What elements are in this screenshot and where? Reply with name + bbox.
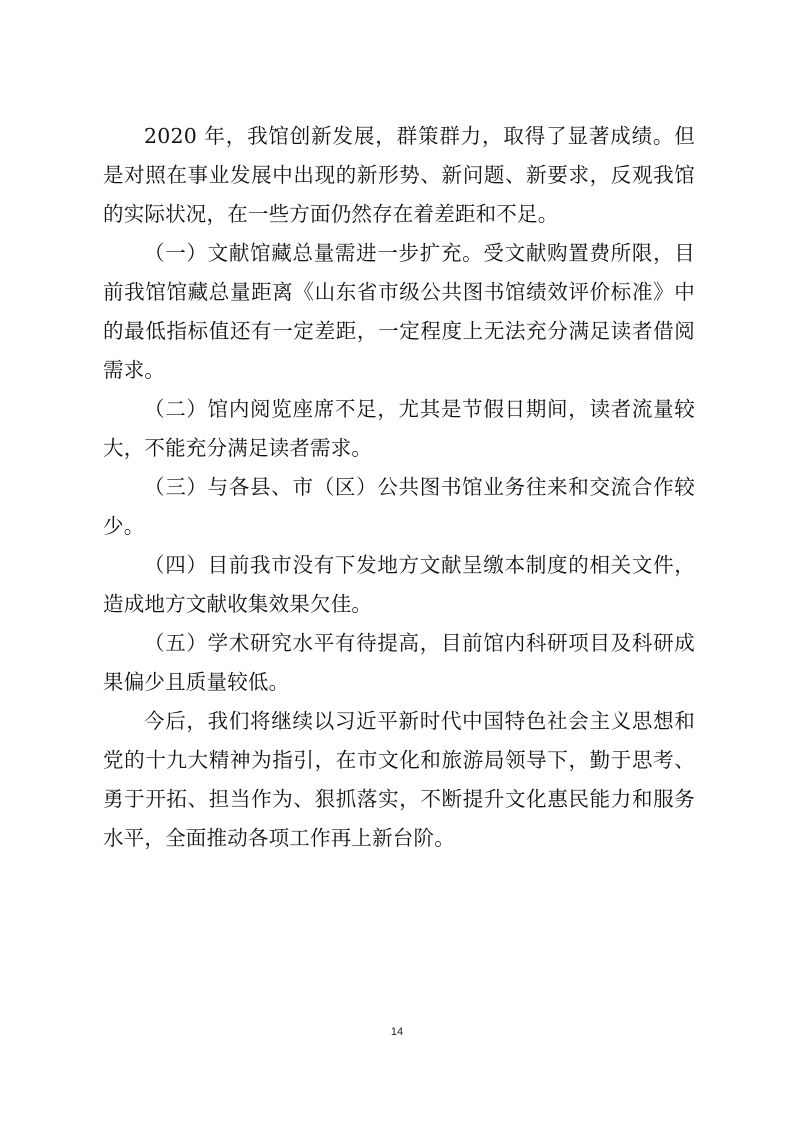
page-number: 14 [390, 1026, 404, 1038]
paragraph-outlook: 今后，我们将继续以习近平新时代中国特色社会主义思想和党的十九大精神为指引，在市文化和旅游局领导下，勤于思考、勇于开拓、担当作为、狠抓落实，不断提升文化惠民能力和服务水平，全面推动各项工作再上新台阶。 [103, 709, 695, 850]
paragraph-issue-2: （二）馆内阅览座席不足，尤其是节假日期间，读者流量较大，不能充分满足读者需求。 [103, 397, 695, 460]
paragraph-issue-4: （四）目前我市没有下发地方文献呈缴本制度的相关文件，造成地方文献收集效果欠佳。 [103, 553, 695, 616]
paragraph-issue-1: （一）文献馆藏总量需进一步扩充。受文献购置费所限，目前我馆馆藏总量距离《山东省市级公共图书馆绩效评价标准》中的最低指标值还有一定差距，一定程度上无法充分满足读者借阅需求。 [103, 241, 695, 382]
paragraph-issue-3: （三）与各县、市（区）公共图书馆业务往来和交流合作较少。 [103, 475, 695, 538]
paragraph-summary: 2020 年，我馆创新发展，群策群力，取得了显著成绩。但是对照在事业发展中出现的新形势、新问题、新要求，反观我馆的实际状况，在一些方面仍然存在着差距和不足。 [103, 124, 695, 226]
document-body [103, 117, 695, 858]
paragraph-issue-5: （五）学术研究水平有待提高，目前馆内科研项目及科研成果偏少且质量较低。 [103, 631, 695, 694]
